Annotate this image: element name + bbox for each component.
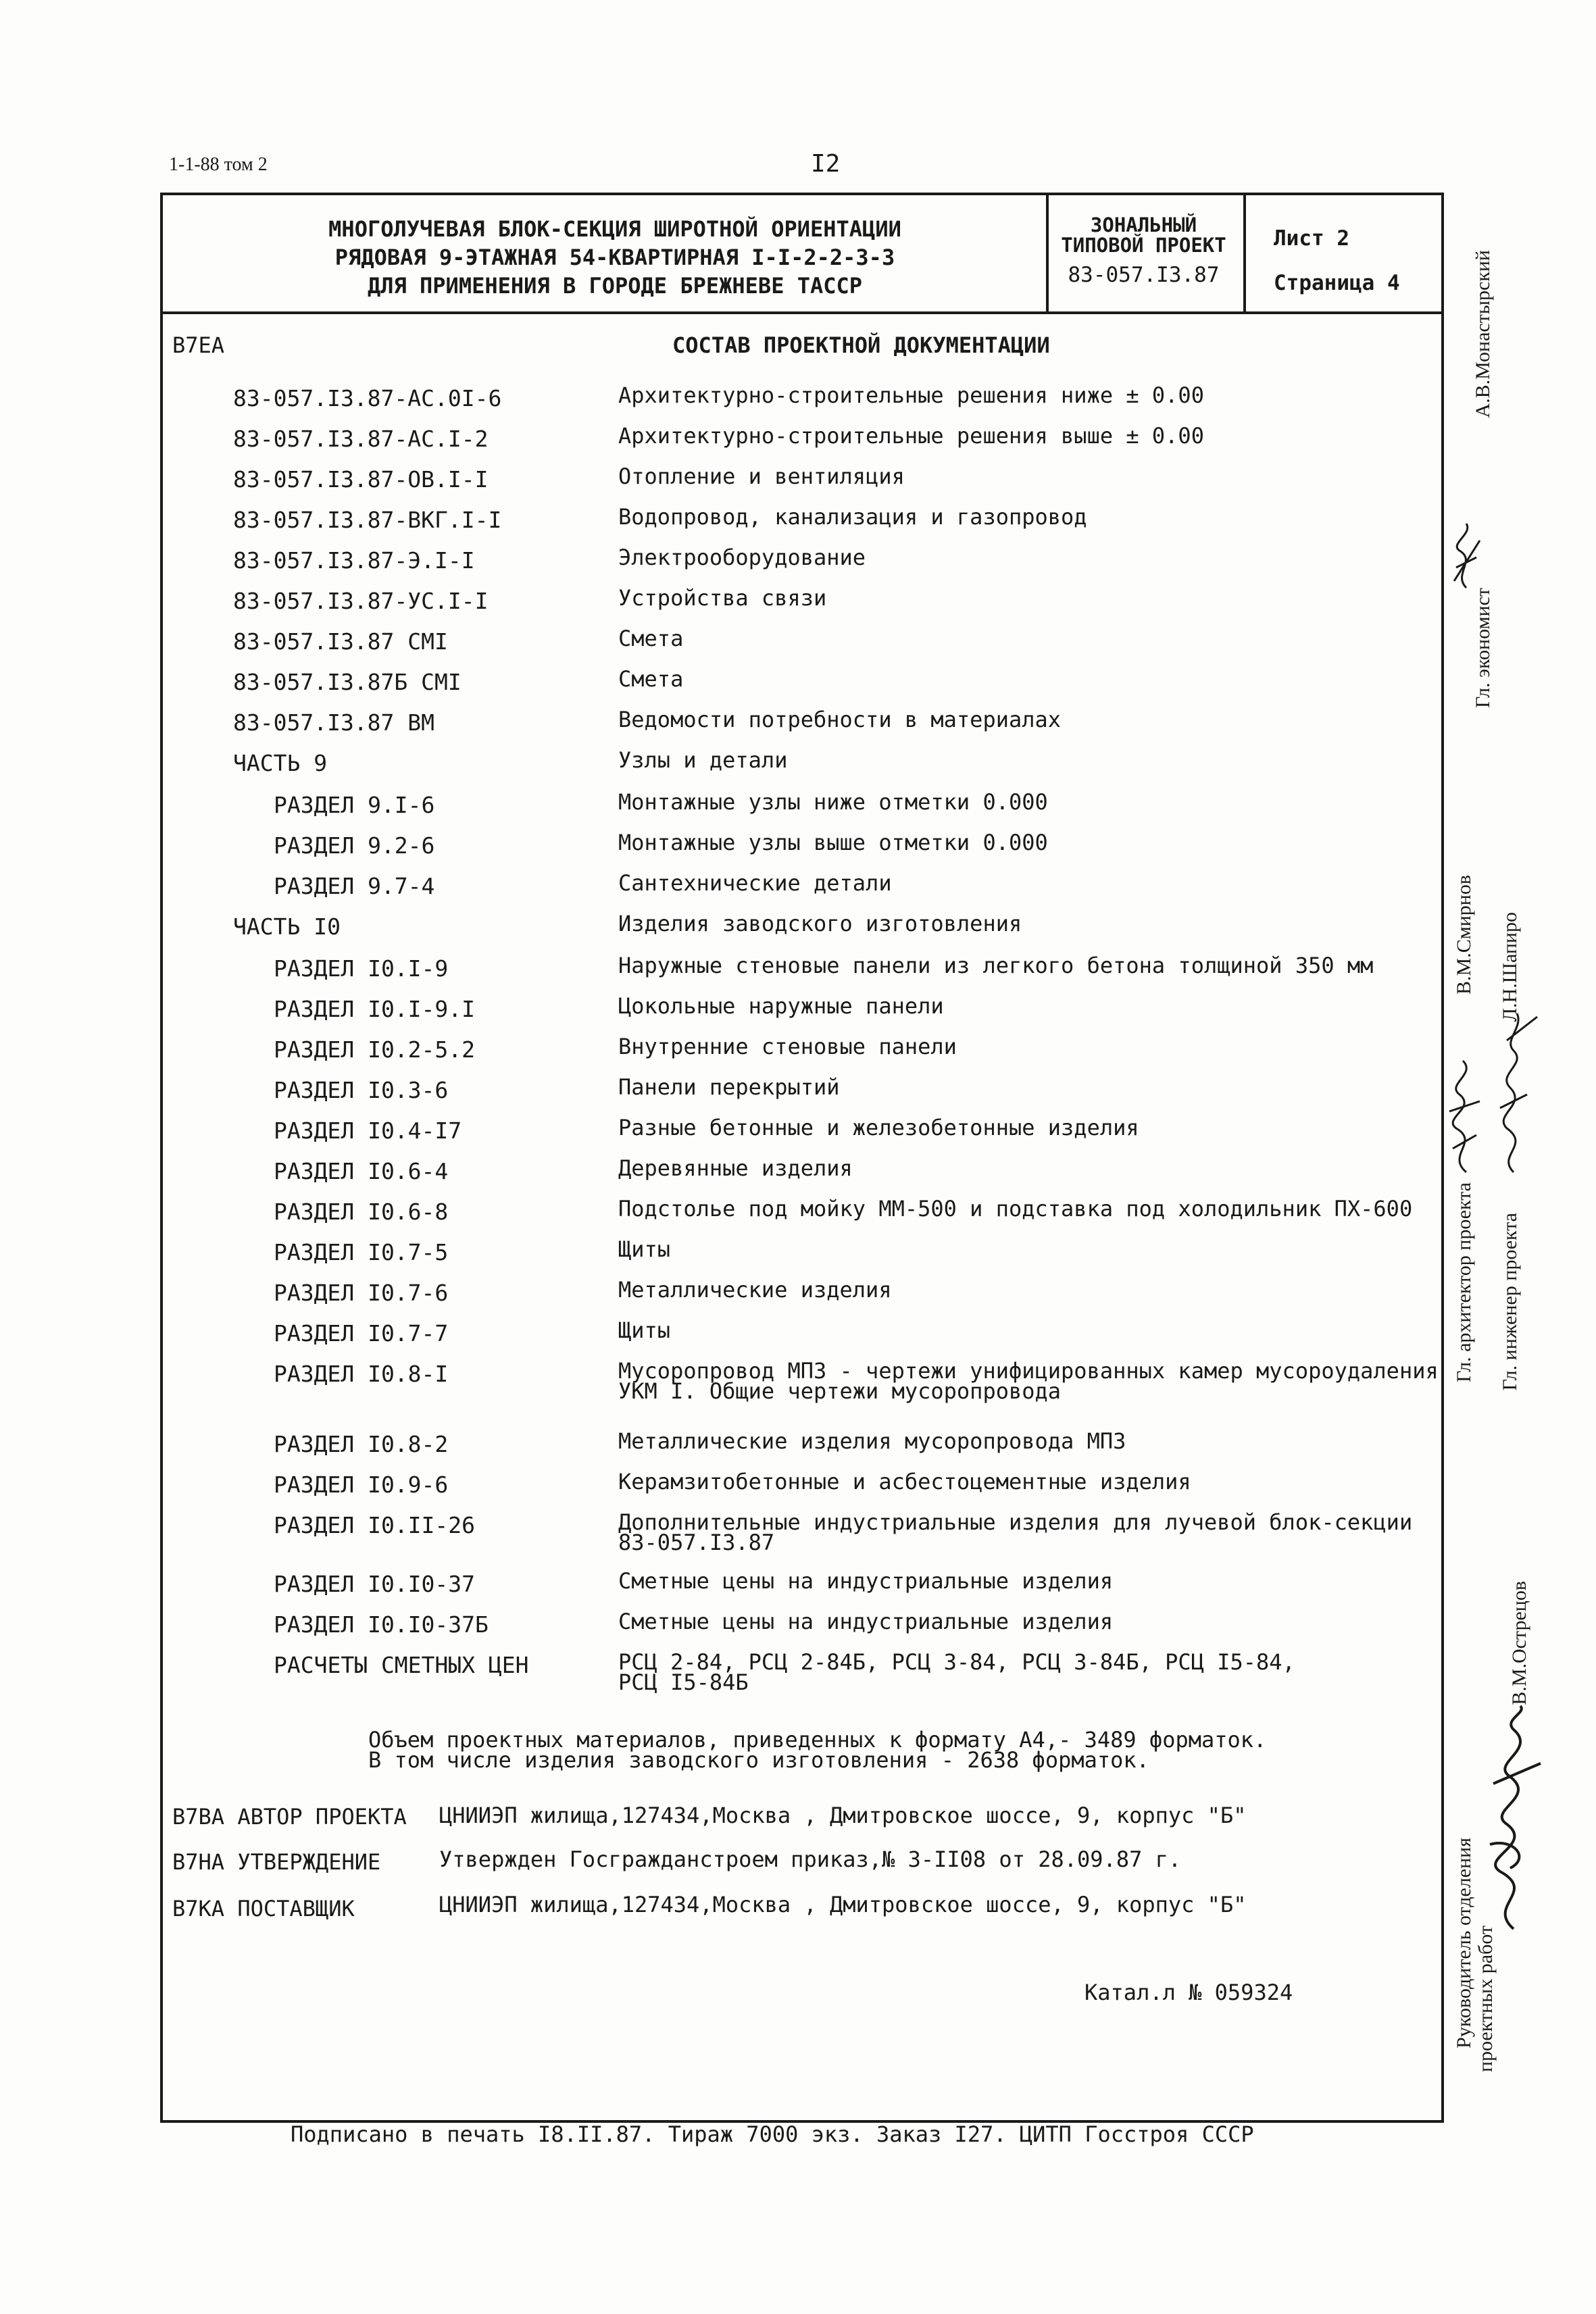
section-code: РАЗДЕЛ 9.7-4 — [274, 873, 435, 899]
signature-architect — [1439, 1054, 1487, 1176]
description-line: Электрооборудование — [618, 545, 866, 570]
description-line: Металлические изделия — [618, 1277, 892, 1303]
meta-value: ЦНИИЭП жилища,127434,Москва , Дмитровское шоссе, 9, корпус "Б" — [439, 1892, 1247, 1917]
section-code: РАЗДЕЛ I0.4-I7 — [274, 1117, 462, 1144]
document-description — [618, 666, 684, 692]
description-line: Цокольные наружные панели — [618, 993, 944, 1019]
volume-line: В том числе изделия заводского изготовления - 2638 форматок. — [368, 1747, 1149, 1773]
document-description — [618, 423, 1204, 449]
document-code: 83-057.I3.87 СМI — [233, 628, 448, 655]
header-divider — [1243, 193, 1246, 314]
document-description — [618, 1036, 957, 1057]
document-code: 83-057.I3.87-УС.I-I — [233, 588, 489, 614]
head-role: проектных работ — [1474, 1926, 1497, 2073]
signature-engineer — [1487, 1000, 1541, 1176]
description-line: УКМ I. Общие чертежи мусоропровода — [618, 1378, 1062, 1404]
section-code-tag: В7ЕА — [172, 332, 225, 358]
document-description — [618, 993, 944, 1019]
section-code: РАЗДЕЛ I0.9-6 — [274, 1472, 449, 1498]
document-description — [618, 709, 1061, 730]
document-code: 83-057.I3.87-ВКГ.I-I — [233, 507, 502, 533]
description-line: Устройства связи — [618, 585, 827, 611]
section-code: РАЗДЕЛ I0.8-I — [274, 1361, 449, 1387]
description-line: Смета — [618, 626, 684, 651]
document-reference: 1-1-88 том 2 — [169, 154, 268, 175]
architect-role: Гл. архитектор проекта — [1453, 1182, 1475, 1382]
document-description — [618, 382, 1204, 408]
type-line: ЗОНАЛЬНЫЙ — [1090, 213, 1197, 236]
project-type — [1051, 215, 1237, 285]
document-code: 83-057.I3.87 ВМ — [233, 709, 435, 736]
document-description — [618, 1277, 892, 1303]
meta-value: Утвержден Госгражданстроем приказ,№ 3-II08 от 28.09.87 г. — [439, 1846, 1182, 1872]
section-code: РАЗДЕЛ I0.6-8 — [274, 1199, 449, 1225]
document-description — [618, 1568, 1114, 1594]
description-line: Ведомости потребности в материалах — [618, 707, 1062, 732]
print-footer: Подписано в печать I8.II.87. Тираж 7000 экз. Заказ I27. ЦИТП Госстроя СССР — [291, 2121, 1254, 2147]
document-description — [618, 870, 892, 896]
catalog-number: Катал.л № 059324 — [1084, 1980, 1293, 2005]
section-code: РАСЧЕТЫ СМЕТНЫХ ЦЕН — [274, 1652, 529, 1678]
description-line: Щиты — [618, 1317, 671, 1343]
document-description — [618, 1155, 853, 1181]
description-line: Разные бетонные и железобетонные изделия — [618, 1115, 1139, 1140]
section-code: РАЗДЕЛ I0.I-9 — [274, 955, 449, 982]
document-description — [618, 463, 905, 489]
description-line: Изделия заводского изготовления — [618, 911, 1022, 936]
section-code: РАЗДЕЛ I0.II-26 — [274, 1512, 476, 1538]
sheet-info — [1274, 216, 1400, 305]
description-line: Подстолье под мойку ММ-500 и подставка под холодильник ПХ-600 — [618, 1196, 1413, 1222]
section-code: РАЗДЕЛ I0.8-2 — [274, 1431, 449, 1457]
description-line: Дополнительные индустриальные изделия для лучевой блок-секции — [618, 1509, 1413, 1535]
head-name: В.М.Острецов — [1508, 1581, 1530, 1705]
section-code: РАЗДЕЛ I0.7-6 — [274, 1280, 449, 1306]
description-line: Мусоропровод МПЗ - чертежи унифицированных камер мусороудаления — [618, 1358, 1439, 1384]
section-code: РАЗДЕЛ 9.2-6 — [274, 832, 435, 859]
header-divider — [1046, 193, 1049, 314]
section-code: РАЗДЕЛ I0.I0-37 — [274, 1571, 476, 1597]
signature-head — [1473, 1703, 1547, 1932]
section-code: РАЗДЕЛ I0.I-9.I — [274, 996, 476, 1022]
description-line: Внутренние стеновые панели — [618, 1034, 957, 1059]
part-code: ЧАСТЬ I0 — [233, 913, 341, 940]
document-description — [618, 1196, 1413, 1222]
description-line: Архитектурно-строительные решения выше ± 0.00 — [618, 423, 1204, 449]
document-description — [618, 1469, 1191, 1494]
engineer-name: Л.Н.Шапиро — [1499, 912, 1521, 1022]
document-description — [618, 955, 1373, 976]
document-description — [618, 832, 1048, 853]
section-code: РАЗДЕЛ I0.7-7 — [274, 1320, 449, 1347]
description-line: Смета — [618, 666, 684, 692]
meta-label: В7НА УТВЕРЖДЕНИЕ — [172, 1849, 381, 1875]
section-code: РАЗДЕЛ I0.3-6 — [274, 1077, 449, 1103]
document-description — [618, 1117, 1139, 1138]
project-title — [203, 215, 1027, 300]
description-line: Сантехнические детали — [618, 870, 892, 896]
document-description — [618, 1358, 1439, 1404]
document-description — [618, 913, 1022, 934]
document-description — [618, 1611, 1113, 1632]
document-description — [618, 1074, 840, 1100]
section-code: РАЗДЕЛ 9.I-6 — [274, 792, 435, 818]
sheet-number: Лист 2 — [1274, 226, 1349, 251]
description-line: Монтажные узлы выше отметки 0.000 — [618, 830, 1048, 855]
description-line: Щиты — [618, 1236, 671, 1262]
title-line: МНОГОЛУЧЕВАЯ БЛОК-СЕКЦИЯ ШИРОТНОЙ ОРИЕНТАЦИИ — [328, 216, 901, 242]
section-code: РАЗДЕЛ I0.6-4 — [274, 1158, 449, 1184]
document-description — [618, 789, 1048, 815]
document-description — [618, 1236, 671, 1262]
description-line: Металлические изделия мусоропровода МПЗ — [618, 1428, 1126, 1454]
head-role: Руководитель отделения — [1453, 1838, 1475, 2048]
document-code: 83-057.I3.87-ОВ.I-I — [233, 466, 489, 493]
document-description — [618, 1509, 1413, 1555]
title-line: ДЛЯ ПРИМЕНЕНИЯ В ГОРОДЕ БРЕЖНЕВЕ ТАССР — [367, 273, 863, 299]
description-line: Водопровод, канализация и газопровод — [618, 504, 1087, 530]
volume-line: Объем проектных материалов, приведенных к формату А4,- 3489 форматок. — [368, 1727, 1267, 1753]
description-line: Наружные стеновые панели из легкого бетона толщиной 350 мм — [618, 953, 1374, 978]
document-code: 83-057.I3.87-АС.I-2 — [233, 426, 489, 452]
document-description — [618, 1317, 671, 1343]
economist-role: Гл. экономист — [1472, 588, 1494, 708]
meta-label: В7ВА АВТОР ПРОЕКТА — [172, 1804, 407, 1830]
document-description — [618, 1649, 1295, 1695]
engineer-role: Гл. инженер проекта — [1499, 1213, 1521, 1391]
description-line: 83-057.I3.87 — [618, 1530, 775, 1555]
architect-name: В.М.Смирнов — [1453, 875, 1475, 995]
description-line: РСЦ I5-84Б — [618, 1669, 749, 1695]
volume-note — [368, 1727, 1267, 1773]
document-description — [618, 1428, 1126, 1454]
signature-economist — [1446, 520, 1487, 595]
document-description — [618, 628, 683, 649]
page-label: Страница 4 — [1274, 271, 1400, 295]
meta-value: ЦНИИЭП жилища,127434,Москва , Дмитровское шоссе, 9, корпус "Б" — [439, 1803, 1247, 1828]
part-code: ЧАСТЬ 9 — [233, 750, 328, 776]
document-description — [618, 504, 1087, 530]
economist-name: А.В.Монастырский — [1472, 250, 1494, 418]
document-description — [618, 547, 866, 568]
description-line: Архитектурно-строительные решения ниже ± 0.00 — [618, 382, 1204, 408]
document-code: 83-057.I3.87-Э.I-I — [233, 547, 475, 574]
page-number: I2 — [811, 150, 841, 178]
description-line: Сметные цены на индустриальные изделия — [618, 1609, 1114, 1634]
description-line: Узлы и детали — [618, 747, 788, 773]
meta-label: В7КА ПОСТАВЩИК — [172, 1896, 355, 1921]
project-code: 83-057.I3.87 — [1068, 263, 1220, 287]
section-code: РАЗДЕЛ I0.I0-37Б — [274, 1611, 489, 1638]
description-line: Сметные цены на индустриальные изделия — [618, 1568, 1114, 1594]
description-line: РСЦ 2-84, РСЦ 2-84Б, РСЦ 3-84, РСЦ 3-84Б, РСЦ I5-84, — [618, 1649, 1295, 1675]
section-code: РАЗДЕЛ I0.2-5.2 — [274, 1036, 476, 1063]
type-line: ТИПОВОЙ ПРОЕКТ — [1061, 234, 1226, 257]
description-line: Панели перекрытий — [618, 1074, 840, 1100]
document-description — [618, 747, 788, 773]
section-code: РАЗДЕЛ I0.7-5 — [274, 1239, 449, 1265]
description-line: Отопление и вентиляция — [618, 463, 905, 489]
description-line: Монтажные узлы ниже отметки 0.000 — [618, 789, 1048, 815]
document-description — [618, 585, 827, 611]
description-line: Деревянные изделия — [618, 1155, 853, 1181]
title-line: РЯДОВАЯ 9-ЭТАЖНАЯ 54-КВАРТИРНАЯ I-I-2-2-3-3 — [334, 245, 895, 270]
document-code: 83-057.I3.87Б СМI — [233, 669, 462, 695]
description-line: Керамзитобетонные и асбестоцементные изделия — [618, 1469, 1191, 1494]
document-list-title: СОСТАВ ПРОЕКТНОЙ ДОКУМЕНТАЦИИ — [672, 332, 1050, 358]
document-code: 83-057.I3.87-АС.0I-6 — [233, 385, 502, 411]
